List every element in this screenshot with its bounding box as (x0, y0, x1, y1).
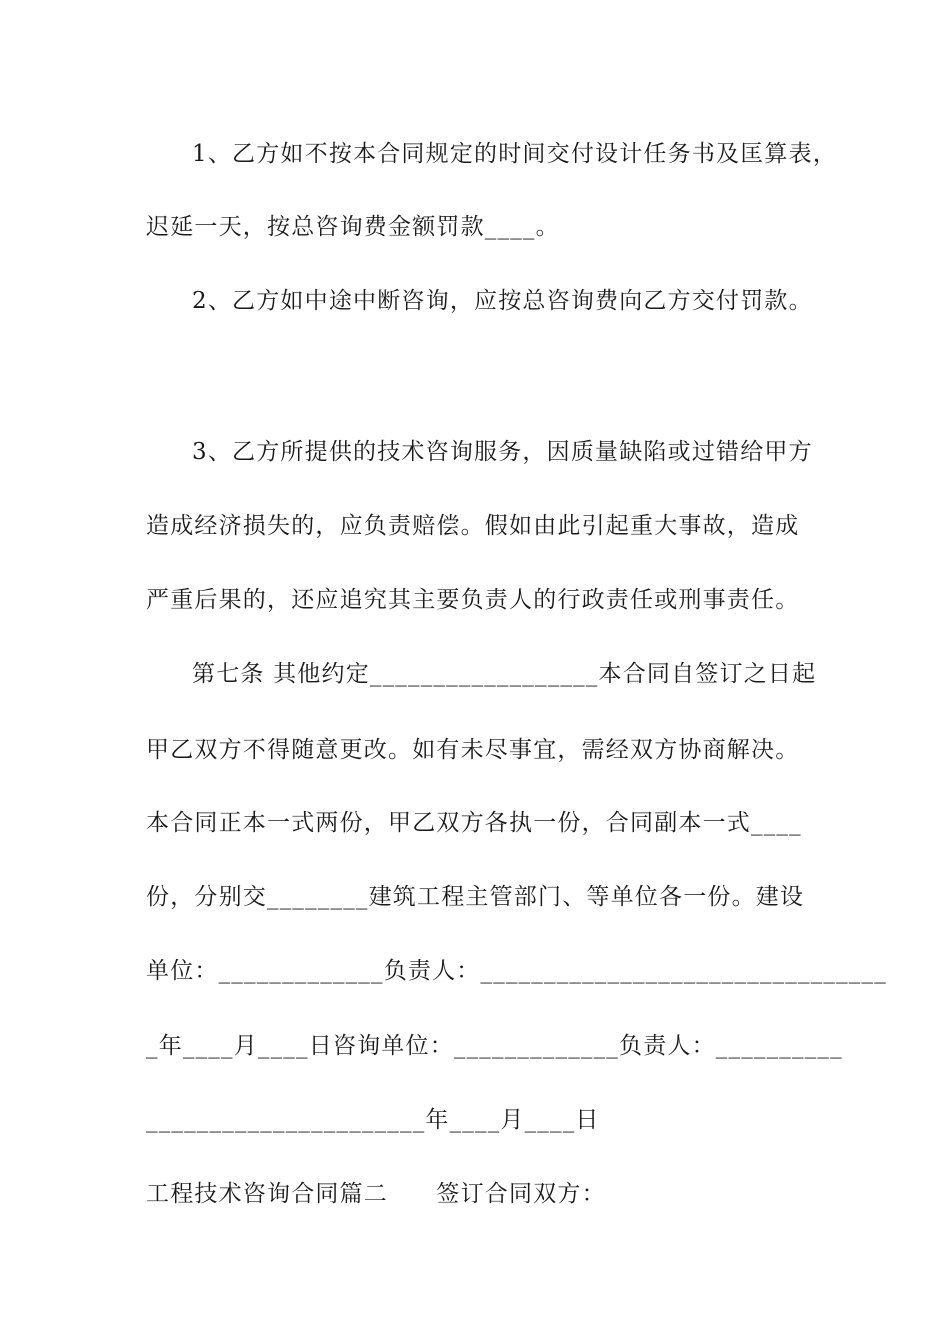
clause-1-line-2: 迟延一天，按总咨询费金额罚款____。 (146, 214, 560, 240)
signature-line-3: ______________________年____月____日 (146, 1107, 600, 1133)
article-7-line-2: 甲乙双方不得随意更改。如有未尽事宜，需经双方协商解决。 (146, 737, 800, 763)
clause-3-line-3: 严重后果的，还应追究其主要负责人的行政责任或刑事责任。 (146, 587, 800, 613)
clause-2-line: 2、乙方如中途中断咨询，应按总咨询费向乙方交付罚款。 (192, 288, 813, 314)
clause-1-line-1: 1、乙方如不按本合同规定的时间交付设计任务书及匡算表， (192, 141, 838, 167)
article-7-line-1: 第七条 其他约定__________________本合同自签订之日起 (192, 661, 817, 687)
clause-3-line-2: 造成经济损失的，应负责赔偿。假如由此引起重大事故，造成 (146, 513, 800, 539)
article-7-line-4: 份，分别交________建筑工程主管部门、等单位各一份。建设 (146, 884, 805, 910)
signature-line-2: _年____月____日咨询单位：_____________负责人：__________ (146, 1033, 843, 1059)
article-7-line-3: 本合同正本一式两份，甲乙双方各执一份，合同副本一式____ (146, 810, 802, 836)
section-heading: 工程技术咨询合同篇二 签订合同双方： (146, 1181, 606, 1207)
signature-line-1: 单位：_____________负责人：________________________________ (146, 958, 887, 984)
clause-3-line-1: 3、乙方所提供的技术咨询服务，因质量缺陷或过错给甲方 (192, 439, 813, 465)
